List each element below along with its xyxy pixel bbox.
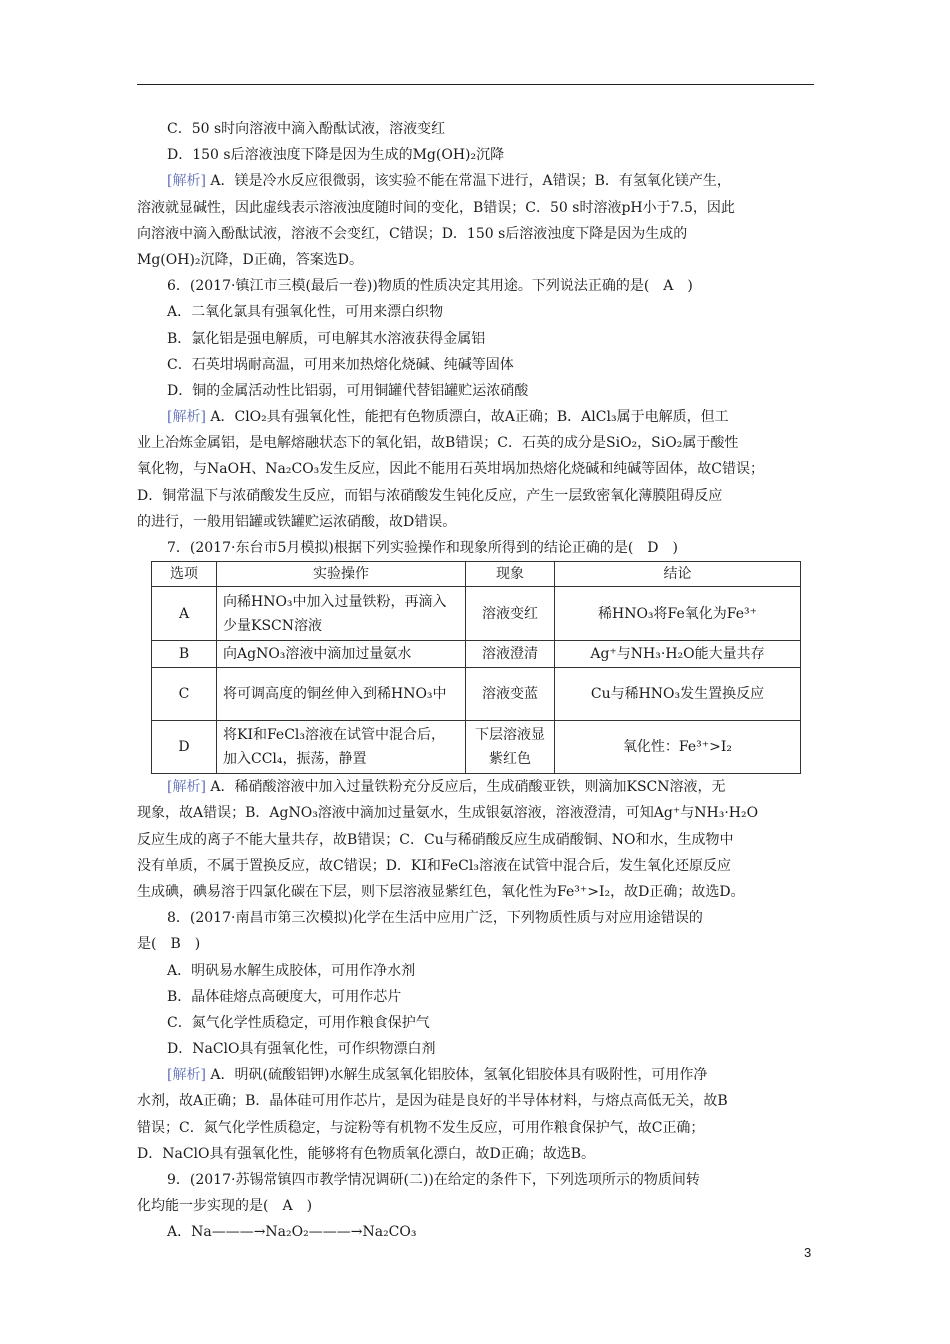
table-row bbox=[152, 587, 801, 641]
analysis-tag: [解析] bbox=[167, 409, 206, 426]
cell-option: C bbox=[152, 668, 217, 721]
line-text: C．50 s时向溶液中滴入酚酞试液，溶液变红 bbox=[167, 121, 446, 137]
line-text: 向溶液中滴入酚酞试液，溶液不会变红，C错误；D．150 s后溶液浊度下降是因为生成的 bbox=[137, 225, 688, 242]
line-text: A．Na———→Na₂O₂———→Na₂CO₃ bbox=[167, 1224, 417, 1241]
line-text: D．铜常温下与浓硝酸发生反应，而铝与浓硝酸发生钝化反应，产生一层致密氧化薄膜阻碍反应 bbox=[137, 487, 723, 504]
line-text: A．明矾(硫酸铝钾)水解生成氢氧化铝胶体，氢氧化铝胶体具有吸附性，可用作净 bbox=[205, 1067, 708, 1084]
cell-phenomenon: 下层溶液显紫红色 bbox=[466, 721, 555, 774]
analysis-tag: [解析] bbox=[167, 779, 206, 796]
cell-conclusion: Cu与稀HNO₃发生置换反应 bbox=[555, 668, 801, 721]
table-row bbox=[152, 668, 801, 721]
line-text: 现象，故A错误；B．AgNO₃溶液中滴加过量氨水，生成银氨溶液，溶液澄清，可知Ag⁺与NH₃·H₂O bbox=[137, 805, 759, 822]
col-phenomenon: 现象 bbox=[466, 562, 555, 587]
cell-operation: 将KI和FeCl₃溶液在试管中混合后，加入CCl₄，振荡，静置 bbox=[217, 721, 466, 774]
cell-option: A bbox=[152, 587, 217, 641]
text-line bbox=[137, 116, 817, 142]
line-text: A．稀硝酸溶液中加入过量铁粉充分反应后，生成硝酸亚铁，则滴加KSCN溶液，无 bbox=[205, 779, 726, 796]
text-line bbox=[137, 430, 817, 456]
text-line bbox=[137, 168, 817, 194]
text-block-bottom bbox=[137, 774, 817, 1245]
text-line bbox=[137, 378, 817, 404]
table-row bbox=[152, 641, 801, 668]
line-text: 8．(2017·南昌市第三次模拟)化学在生活中应用广泛，下列物质性质与对应用途错误的 bbox=[167, 910, 703, 927]
text-line bbox=[137, 1115, 817, 1141]
text-line bbox=[137, 535, 817, 561]
cell-phenomenon: 溶液变红 bbox=[466, 587, 555, 641]
text-line bbox=[137, 509, 817, 535]
line-text: 是( B ) bbox=[137, 936, 201, 953]
line-text: 业上冶炼金属铝，是电解熔融状态下的氧化铝，故B错误；C．石英的成分是SiO₂，SiO₂属于酸性 bbox=[137, 435, 739, 452]
text-block-top bbox=[137, 116, 817, 561]
text-line bbox=[137, 1010, 817, 1036]
line-text: 9．(2017·苏锡常镇四市教学情况调研(二))在给定的条件下，下列选项所示的物质间转 bbox=[167, 1172, 700, 1188]
text-line bbox=[137, 247, 817, 273]
cell-option: B bbox=[152, 641, 217, 668]
text-line bbox=[137, 1219, 817, 1245]
header-rule bbox=[137, 84, 814, 85]
text-line bbox=[137, 404, 817, 430]
col-conclusion: 结论 bbox=[555, 562, 801, 587]
text-line bbox=[137, 273, 817, 299]
cell-option: D bbox=[152, 721, 217, 774]
line-text: B．晶体硅熔点高硬度大，可用作芯片 bbox=[167, 988, 402, 1005]
line-text: D．NaClO具有强氧化性，可作织物漂白剂 bbox=[167, 1041, 436, 1058]
text-line bbox=[137, 827, 817, 853]
text-line bbox=[137, 931, 817, 957]
line-text: B．氯化铝是强电解质，可电解其水溶液获得金属铝 bbox=[167, 330, 486, 347]
col-operation: 实验操作 bbox=[217, 562, 466, 587]
page-content bbox=[137, 116, 817, 1246]
line-text: 的进行，一般用铝罐或铁罐贮运浓硝酸，故D错误。 bbox=[137, 513, 457, 530]
text-line bbox=[137, 195, 817, 221]
cell-conclusion: 氧化性：Fe³⁺>I₂ bbox=[555, 721, 801, 774]
line-text: 生成碘，碘易溶于四氯化碳在下层，则下层溶液显紫红色，氧化性为Fe³⁺>I₂，故D正确；故选D。 bbox=[137, 883, 745, 900]
line-text: A．二氧化氯具有强氧化性，可用来漂白织物 bbox=[167, 304, 444, 321]
cell-operation: 向AgNO₃溶液中滴加过量氨水 bbox=[217, 641, 466, 668]
table-row bbox=[152, 721, 801, 774]
text-line bbox=[137, 142, 817, 168]
col-option: 选项 bbox=[152, 562, 217, 587]
line-text: 错误；C．氮气化学性质稳定，与淀粉等有机物不发生反应，可用作粮食保护气，故C正确； bbox=[137, 1119, 705, 1136]
cell-conclusion: 稀HNO₃将Fe氧化为Fe³⁺ bbox=[555, 587, 801, 641]
text-line bbox=[137, 221, 817, 247]
line-text: 溶液就显碱性，因此虚线表示溶液浊度随时间的变化，B错误；C．50 s时溶液pH小于7.5，因此 bbox=[137, 199, 735, 216]
page-number: 3 bbox=[804, 1245, 812, 1260]
text-line bbox=[137, 352, 817, 378]
line-text: D．铜的金属活动性比铝弱，可用铜罐代替铝罐贮运浓硝酸 bbox=[167, 382, 529, 399]
table-header-row bbox=[152, 562, 801, 587]
line-text: D．NaClO具有强氧化性，能够将有色物质氧化漂白，故D正确；故选B。 bbox=[137, 1145, 595, 1162]
line-text: A．明矾易水解生成胶体，可用作净水剂 bbox=[167, 962, 416, 979]
line-text: Mg(OH)₂沉降，D正确，答案选D。 bbox=[137, 251, 363, 268]
line-text: A．ClO₂具有强氧化性，能把有色物质漂白，故A正确；B．AlCl₃属于电解质，但工 bbox=[205, 409, 729, 426]
text-line bbox=[137, 1062, 817, 1088]
text-line bbox=[137, 905, 817, 931]
text-line bbox=[137, 800, 817, 826]
line-text: 6．(2017·镇江市三模(最后一卷))物质的性质决定其用途。下列说法正确的是( A ) bbox=[167, 278, 693, 295]
text-line bbox=[137, 853, 817, 879]
text-line bbox=[137, 774, 817, 800]
text-line bbox=[137, 1167, 817, 1193]
text-line bbox=[137, 1141, 817, 1167]
line-text: 7．(2017·东台市5月模拟)根据下列实验操作和现象所得到的结论正确的是( D ) bbox=[167, 540, 678, 556]
analysis-tag: [解析] bbox=[167, 173, 206, 190]
analysis-tag: [解析] bbox=[167, 1067, 206, 1084]
line-text: 没有单质，不属于置换反应，故C错误；D．KI和FeCl₃溶液在试管中混合后，发生氧化还原反应 bbox=[137, 857, 731, 874]
text-line bbox=[137, 483, 817, 509]
line-text: D．150 s后溶液浊度下降是因为生成的Mg(OH)₂沉降 bbox=[167, 147, 505, 164]
text-line bbox=[137, 958, 817, 984]
text-line bbox=[137, 1193, 817, 1219]
text-line bbox=[137, 326, 817, 352]
cell-phenomenon: 溶液变蓝 bbox=[466, 668, 555, 721]
cell-operation: 将可调高度的铜丝伸入到稀HNO₃中 bbox=[217, 668, 466, 721]
text-line bbox=[137, 1088, 817, 1114]
line-text: C．石英坩埚耐高温，可用来加热熔化烧碱、纯碱等固体 bbox=[167, 356, 514, 373]
line-text: 水剂，故A正确；B．晶体硅可用作芯片，是因为硅是良好的半导体材料，与熔点高低无关，故B bbox=[137, 1093, 728, 1110]
text-line bbox=[137, 1036, 817, 1062]
line-text: A．镁是冷水反应很微弱，该实验不能在常温下进行，A错误；B．有氢氧化镁产生， bbox=[205, 173, 731, 190]
text-line bbox=[137, 456, 817, 482]
cell-conclusion: Ag⁺与NH₃·H₂O能大量共存 bbox=[555, 641, 801, 668]
text-line bbox=[137, 984, 817, 1010]
line-text: 氧化物，与NaOH、Na₂CO₃发生反应，因此不能用石英坩埚加热熔化烧碱和纯碱等固体，故C错误； bbox=[137, 461, 765, 478]
cell-operation: 向稀HNO₃中加入过量铁粉，再滴入少量KSCN溶液 bbox=[217, 587, 466, 641]
text-line bbox=[137, 879, 817, 905]
line-text: C．氮气化学性质稳定，可用作粮食保护气 bbox=[167, 1014, 430, 1031]
line-text: 反应生成的离子不能大量共存，故B错误；C．Cu与稀硝酸反应生成硝酸铜、NO和水，生成物中 bbox=[137, 831, 734, 848]
cell-phenomenon: 溶液澄清 bbox=[466, 641, 555, 668]
experiment-table bbox=[151, 561, 801, 774]
line-text: 化均能一步实现的是( A ) bbox=[137, 1198, 313, 1215]
text-line bbox=[137, 299, 817, 325]
